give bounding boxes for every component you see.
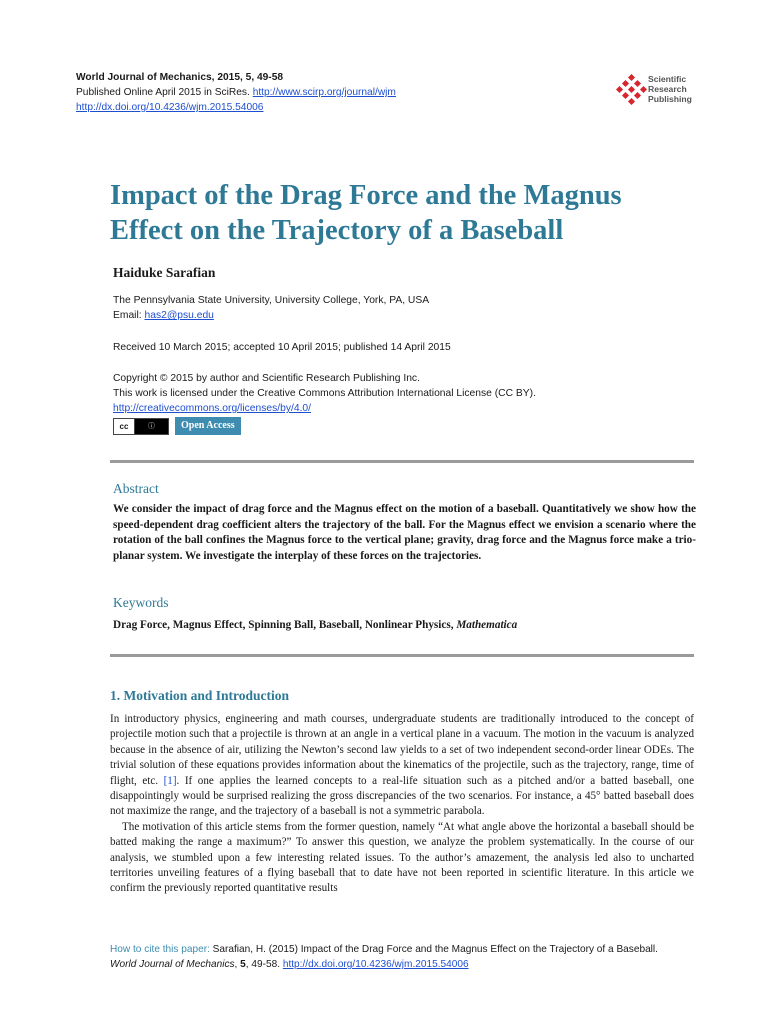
license-url-link[interactable]: http://creativecommons.org/licenses/by/4.0/	[113, 403, 312, 414]
published-line	[76, 85, 396, 100]
author-email-link[interactable]: has2@psu.edu	[144, 310, 214, 321]
open-access-badge[interactable]: Open Access	[175, 417, 241, 435]
divider-top	[110, 460, 694, 463]
license-badges	[113, 417, 241, 435]
license-line: This work is licensed under the Creative Commons Attribution International License (CC BY).	[113, 388, 536, 399]
email-label: Email:	[113, 310, 145, 321]
publisher-logo-mark-icon	[616, 74, 648, 108]
cite-sep: ,	[234, 959, 241, 970]
keywords-text	[113, 619, 517, 631]
divider-bottom	[110, 654, 694, 657]
copyright-block	[113, 371, 536, 416]
attribution-icon: ⓘ	[135, 419, 168, 434]
cc-icon: cc	[114, 419, 135, 434]
journal-url-link[interactable]: http://www.scirp.org/journal/wjm	[252, 87, 396, 98]
publisher-logo	[616, 74, 726, 108]
doi-link[interactable]: http://dx.doi.org/10.4236/wjm.2015.54006	[76, 102, 264, 113]
abstract-text: We consider the impact of drag force and the Magnus effect on the motion of a baseball. Quantitatively we show how the speed-dependent drag coefficient alters the trajectory of the ball. For the Magnus effect we envision a scenario where the rotation of the ball confines the Magnus force to the vertical plane; gravity, drag force and the Magnus force make a trio-planar system. We investigate the interplay of these forces on the trajectories.	[113, 503, 696, 562]
paper-title: Impact of the Drag Force and the Magnus Effect on the Trajectory of a Baseball	[110, 180, 622, 246]
abstract-heading: Abstract	[113, 481, 159, 496]
section-heading-introduction: 1. Motivation and Introduction	[110, 688, 290, 703]
cite-text: Sarafian, H. (2015) Impact of the Drag Force and the Magnus Effect on the Trajectory of a Baseball.	[212, 944, 658, 955]
citation-footer	[110, 942, 710, 972]
journal-header	[76, 70, 396, 115]
journal-citation-line: World Journal of Mechanics, 2015, 5, 49-58	[76, 72, 284, 83]
cite-label: How to cite this paper:	[110, 944, 213, 955]
cite-pages: , 49-58.	[245, 959, 283, 970]
keywords-heading: Keywords	[113, 595, 169, 610]
cite-volume: 5	[240, 959, 246, 970]
article-dates: Received 10 March 2015; accepted 10 April 2015; published 14 April 2015	[113, 342, 451, 353]
author-affiliation: The Pennsylvania State University, University College, York, PA, USA	[113, 295, 430, 306]
intro-paragraph-1	[110, 712, 694, 820]
cc-by-badge[interactable]	[113, 418, 169, 435]
copyright-line: Copyright © 2015 by author and Scientific Research Publishing Inc.	[113, 373, 420, 384]
cite-doi-link[interactable]: http://dx.doi.org/10.4236/wjm.2015.54006	[282, 959, 469, 970]
intro-paragraph-1-part-a: In introductory physics, engineering and math courses, undergraduate students are traditionally introduced to the concept of projectile motion such that a projectile is thrown at an angle in a vertical plane in a vacuum. The motion in the vacuum is analyzed because in the absence of air, utilizing the Newton’s second law yields to a set of two independent second-order linear ODEs. The trivial solution of these equations provides information about the kinematics of the projectile, such as the trajectory, range, time of flight, etc.	[110, 713, 694, 787]
logo-line-1: Scientific	[648, 74, 687, 84]
introduction-body	[110, 712, 694, 897]
reference-link-1[interactable]: [1]	[163, 774, 177, 787]
keywords-list: Drag Force, Magnus Effect, Spinning Ball, Baseball, Nonlinear Physics,	[113, 619, 457, 631]
keyword-mathematica: Mathematica	[456, 619, 518, 631]
intro-paragraph-1-part-b: . If one applies the learned concepts to a real-life situation such as a pitched and/or a batted baseball, one disappointingly would be surprised realizing the gross discrepancies of the two scenarios. For instance, a 45° batted baseball does not maximize the range, and the trajectory of a baseball is not a symmetric parabola.	[110, 774, 694, 818]
author-block	[113, 265, 673, 323]
author-email-line	[113, 308, 673, 323]
intro-paragraph-2: The motivation of this article stems from the former question, namely “At what angle above the horizontal a baseball should be batted making the range a maximum?” To answer this question, we analyze the problem systematically. In the course of our analysis, we stumbled upon a few interesting related issues. To the author’s amazement, the analysis led also to uncharted territories unveiling features of a flying baseball that to date have not been reported in scientific literature. In this article we confirm the previously reported quantitative results	[110, 820, 694, 895]
logo-line-3: Publishing	[648, 94, 692, 104]
published-prefix: Published Online April 2015 in SciRes.	[76, 87, 253, 98]
publisher-logo-text	[648, 74, 692, 104]
cite-journal: World Journal of Mechanics	[110, 959, 235, 970]
logo-line-2: Research	[648, 84, 687, 94]
author-name: Haiduke Sarafian	[113, 265, 216, 280]
